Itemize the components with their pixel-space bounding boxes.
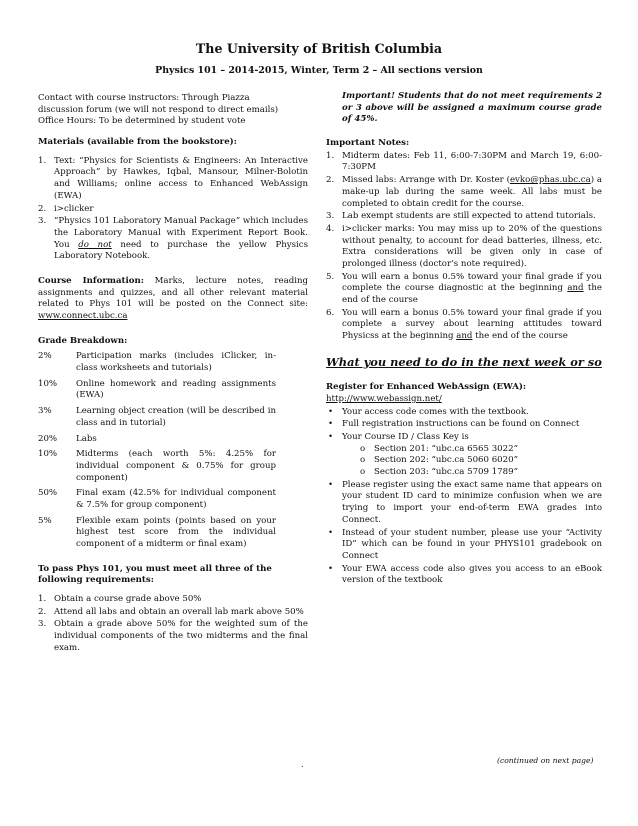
grade-percent: 3% bbox=[38, 406, 52, 417]
text-run: You will earn a bonus 0.5% toward your final grade if you complete a survey about learning attitudes toward Physicss at the beginning bbox=[342, 307, 602, 342]
grade-row bbox=[38, 434, 308, 446]
text-run: “Physics 101 Laboratory Manual Package” which includes the Laboratory Manual with Experiment Report Book. You bbox=[54, 216, 308, 250]
materials-heading: Materials (available from the bookstore): bbox=[38, 137, 237, 148]
list-text: Obtain a grade above 50% for the weighted sum of the individual components of the two midterms and the final exam. bbox=[54, 619, 308, 653]
circle-bullet-icon: o bbox=[360, 443, 366, 454]
bullet-icon: • bbox=[328, 563, 334, 574]
list-text: Your EWA access code also gives you access to an eBook version of the textbook bbox=[342, 563, 602, 586]
grade-row bbox=[38, 488, 308, 511]
list-text: Please register using the exact same name that appears on your student ID card to minimize confusion when we are trying to import your end-of-term EWA grades into Connect. bbox=[342, 479, 602, 525]
register-heading: Register for Enhanced WebAssign (EWA): bbox=[326, 382, 527, 393]
list-item bbox=[38, 156, 308, 203]
list-number: 5. bbox=[326, 271, 335, 282]
grade-percent: 50% bbox=[38, 488, 58, 499]
list-item bbox=[326, 211, 602, 223]
bullet-icon: • bbox=[328, 432, 334, 442]
grade-description: Labs bbox=[76, 433, 97, 444]
list-item bbox=[38, 619, 308, 654]
list-item bbox=[326, 224, 602, 271]
grade-description: Online homework and reading assignments (EWA) bbox=[76, 378, 276, 401]
list-text: i>clicker bbox=[54, 203, 94, 214]
list-text: Obtain a course grade above 50% bbox=[54, 594, 202, 605]
notes-list bbox=[326, 151, 602, 343]
list-item bbox=[326, 528, 602, 563]
list-item bbox=[326, 419, 602, 431]
grade-description: Learning object creation (will be described in class and in tutorial) bbox=[76, 406, 276, 428]
page-subtitle: Physics 101 – 2014-2015, Winter, Term 2 – All sections version bbox=[155, 65, 483, 77]
grade-row bbox=[38, 449, 308, 484]
contact-line: discussion forum (we will not respond to direct emails) bbox=[38, 104, 279, 115]
list-text bbox=[342, 272, 602, 307]
list-text: Midterm dates: Feb 11, 6:00-7:30PM and March 19, 6:00-7:30PM bbox=[342, 150, 602, 173]
list-number: 3. bbox=[326, 211, 335, 222]
bullet-icon: • bbox=[328, 419, 334, 430]
list-item bbox=[326, 175, 602, 210]
office-hours-line: Office Hours: To be determined by student vote bbox=[38, 116, 246, 127]
list-text: i>clicker marks: You may miss up to 20% of the questions without penalty, to account for dead batteries, illness, etc. Extra considerations will be given only in case of prolonged illness (doctor’s note required). bbox=[342, 223, 602, 269]
text-run: ) a make-up lab during the same week. All labs must be completed to obtain credit for the course. bbox=[342, 175, 602, 209]
grade-description: Midterms (each worth 5%: 4.25% for individual component & 0.75% for group component) bbox=[76, 449, 276, 483]
list-number: 1. bbox=[326, 150, 335, 161]
next-week-heading: What you need to do in the next week or so bbox=[326, 354, 602, 369]
list-text: Your Course ID / Class Key is bbox=[342, 432, 469, 442]
grade-row bbox=[38, 516, 308, 551]
list-number: 2. bbox=[38, 606, 47, 617]
list-number: 6. bbox=[326, 307, 335, 318]
text-run: You will earn a bonus 0.5% toward your final grade if you complete the course diagnostic at the beginning bbox=[342, 271, 602, 294]
ewa-section bbox=[326, 382, 602, 587]
list-item bbox=[326, 480, 602, 527]
list-item bbox=[38, 216, 308, 263]
circle-bullet-icon: o bbox=[360, 455, 366, 466]
page-title: The University of British Columbia bbox=[195, 41, 443, 56]
document-header bbox=[0, 40, 638, 78]
list-number: 1. bbox=[38, 594, 47, 605]
list-number: 2. bbox=[326, 175, 335, 186]
bullet-icon: • bbox=[328, 527, 334, 538]
grade-description: Participation marks (includes iClicker, in-class worksheets and tutorials) bbox=[76, 351, 276, 374]
list-text: Lab exempt students are still expected to attend tutorials. bbox=[342, 211, 596, 222]
bullet-icon: • bbox=[328, 479, 334, 490]
contact-block bbox=[38, 93, 308, 128]
grade-row bbox=[38, 351, 308, 374]
left-column bbox=[38, 93, 308, 655]
grade-percent: 10% bbox=[38, 378, 58, 389]
grade-description: Flexible exam points (points based on your highest test score from the individual component of a midterm or final exam) bbox=[76, 515, 276, 549]
list-item bbox=[326, 467, 602, 479]
list-item bbox=[326, 407, 602, 419]
grade-row bbox=[38, 406, 308, 429]
text-run: need to purchase the yellow Physics Laboratory Notebook. bbox=[54, 239, 308, 262]
text-run: Missed labs: Arrange with Dr. Koster ( bbox=[342, 175, 510, 186]
grade-row bbox=[38, 379, 308, 402]
emphasis-text: do not bbox=[78, 239, 112, 250]
section-key-list bbox=[326, 444, 602, 479]
list-item bbox=[326, 444, 602, 456]
ewa-bullet-list bbox=[326, 407, 602, 444]
grade-percent: 2% bbox=[38, 351, 52, 362]
bullet-icon: • bbox=[328, 406, 334, 417]
text-run: the end of the course bbox=[472, 331, 568, 342]
list-number: 3. bbox=[38, 619, 47, 630]
list-text bbox=[342, 175, 602, 210]
contact-line: Contact with course instructors: Through Piazza bbox=[38, 93, 250, 103]
notes-heading: Important Notes: bbox=[326, 138, 410, 149]
grade-description: Final exam (42.5% for individual component & 7.5% for group component) bbox=[76, 488, 276, 510]
section-key: Section 202: “ubc.ca 5060 6020” bbox=[374, 455, 518, 466]
email-link[interactable]: evko@phas.ubc.ca bbox=[509, 175, 591, 186]
webassign-link[interactable]: http://www.webassign.net/ bbox=[326, 393, 442, 404]
circle-bullet-icon: o bbox=[360, 467, 366, 478]
grade-breakdown-section bbox=[38, 336, 308, 551]
list-text bbox=[342, 308, 602, 343]
grade-percent: 10% bbox=[38, 449, 58, 460]
list-text: Instead of your student number, please use your “Activity ID” which can be found in your PHYS101 gradebook on Connect bbox=[342, 527, 602, 561]
grade-heading: Grade Breakdown: bbox=[38, 335, 128, 346]
stray-mark: . bbox=[301, 760, 304, 769]
course-info-label: Course Information: bbox=[38, 275, 144, 286]
list-number: 3. bbox=[38, 216, 47, 227]
list-item bbox=[38, 204, 308, 216]
pass-heading: To pass Phys 101, you must meet all three of the following requirements: bbox=[38, 563, 272, 586]
grade-percent: 5% bbox=[38, 515, 52, 526]
list-number: 2. bbox=[38, 203, 47, 214]
list-text bbox=[54, 216, 308, 263]
list-number: 1. bbox=[38, 155, 47, 166]
text-run: the end of the course bbox=[342, 283, 602, 305]
section-key: Section 201: “ubc.ca 6565 3022” bbox=[374, 443, 518, 454]
list-text: Your access code comes with the textbook. bbox=[342, 406, 529, 417]
important-warning: Important! Students that do not meet requirements 2 or 3 above will be assigned a maximum course grade of 45%. bbox=[342, 91, 602, 125]
continued-note: (continued on next page) bbox=[497, 756, 594, 765]
connect-link[interactable]: www.connect.ubc.ca bbox=[38, 311, 128, 321]
pass-list bbox=[38, 594, 308, 654]
ewa-bullet-list bbox=[326, 480, 602, 587]
list-item bbox=[326, 308, 602, 343]
list-item bbox=[326, 564, 602, 587]
important-notes-section bbox=[326, 138, 602, 343]
list-text: Full registration instructions can be found on Connect bbox=[342, 419, 580, 430]
emphasis-text: and bbox=[456, 331, 473, 342]
right-column bbox=[326, 91, 602, 587]
pass-requirements-section bbox=[38, 564, 308, 655]
list-item bbox=[326, 432, 602, 444]
course-info-text: Marks, lecture notes, reading assignments and quizzes, and all other relevant material related to Phys 101 will be posted on the Connect site: bbox=[38, 275, 308, 310]
section-key: Section 203: “ubc.ca 5709 1789” bbox=[374, 467, 518, 478]
materials-list bbox=[38, 156, 308, 263]
list-item bbox=[326, 455, 602, 467]
list-item bbox=[326, 151, 602, 174]
grade-table bbox=[38, 351, 308, 550]
course-info-paragraph bbox=[38, 276, 308, 323]
grade-percent: 20% bbox=[38, 433, 58, 444]
list-text: Text: “Physics for Scientists & Engineers: An Interactive Approach” by Hawkes, Iqbal, Mansour, Milner-Bolotin and Williams; online access to Enhanced WebAssign (EWA) bbox=[54, 155, 308, 201]
list-item bbox=[38, 607, 308, 619]
materials-section bbox=[38, 137, 308, 263]
list-text: Attend all labs and obtain an overall lab mark above 50% bbox=[54, 606, 304, 617]
list-item bbox=[38, 594, 308, 606]
emphasis-text: and bbox=[567, 283, 584, 294]
list-item bbox=[326, 272, 602, 307]
list-number: 4. bbox=[326, 223, 335, 234]
